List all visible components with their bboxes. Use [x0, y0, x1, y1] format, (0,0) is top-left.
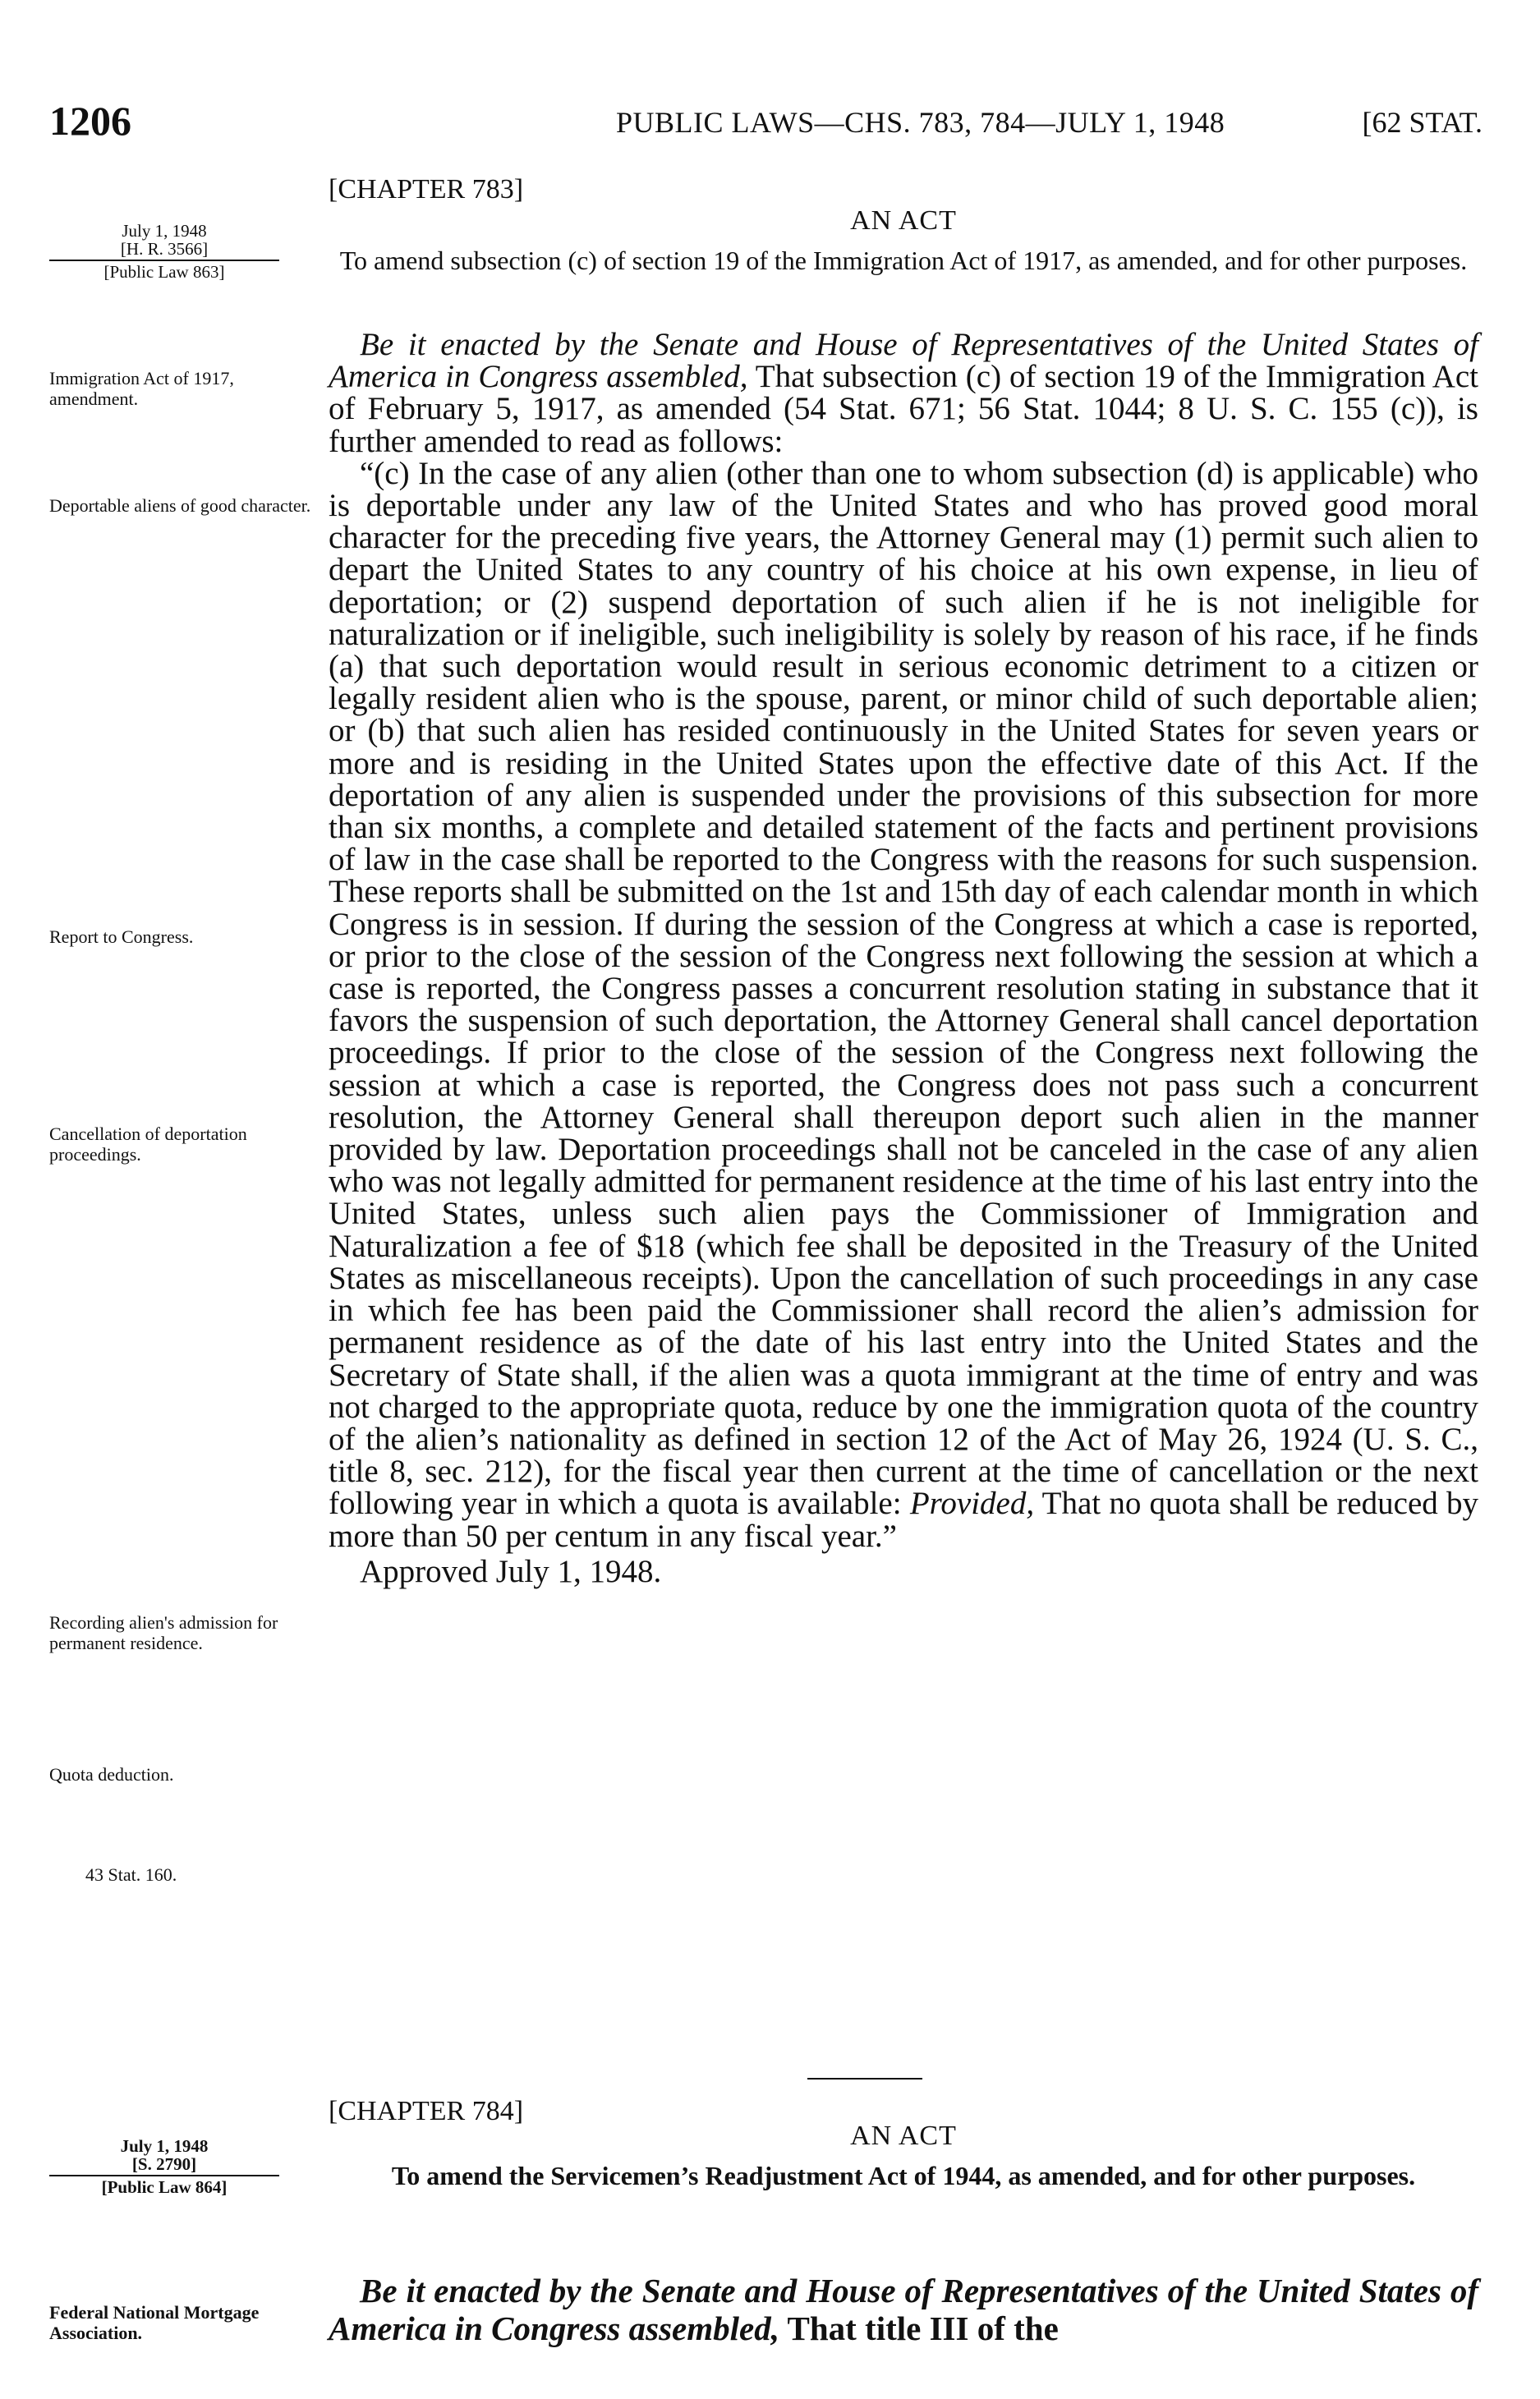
margin-note-deportable-aliens: Deportable aliens of good character.: [49, 495, 311, 516]
quoted-text-proviso: That no quota shall be reduced by more than 50 per centum in any fiscal year.”: [329, 1486, 1479, 1554]
citation-date: July 1, 1948: [120, 2136, 209, 2156]
citation-date: July 1, 1948: [122, 221, 207, 241]
chapter-separator: [807, 2078, 922, 2080]
enacting-paragraph: [329, 2272, 1478, 2347]
citation-law: [Public Law 864]: [101, 2177, 228, 2197]
proviso-word: Provided,: [909, 1486, 1035, 1522]
chapter-783-citation: [49, 222, 279, 281]
margin-note-immigration-act: Immigration Act of 1917, amendment.: [49, 368, 234, 409]
citation-rule: [49, 260, 279, 261]
enacting-paragraph: [329, 329, 1478, 457]
citation-rule: [49, 2175, 279, 2176]
quoted-text-main: “(c) In the case of any alien (other than one to whom subsection (d) is applicable) who is deportable under any law of the United States and who has proved good moral character for the preceding five years, the Attorney General may (1) permit such alien to depart the United States to any country of his choice at his own expense, in lieu of deportation; or (2) suspend deportation of such alien if he is not ineligible for naturalization or if ineligible, such ineligibility is solely by reason of his race, if he finds (a) that such deportation would result in serious economic detriment to a citizen or legally resident alien who is the spouse, parent, or minor child of such deportable alien; or (b) that such alien has resided continuously in the United States for seven years or more and is residing in the United States upon the effective date of this Act. If the deportation of any alien is suspended under the provisions of this subsection for more than six months, a complete and detailed statement of the facts and pertinent provisions of law in the case shall be reported to the Congress with the reasons for such suspension. These reports shall be submitted on the 1st and 15th day of each calendar month in which Congress is in session. If during the session of the Congress at which a case is reported, or prior to the close of the session of the Congress next following the session at which a case is reported, the Congress passes a concurrent resolution stating in substance that it favors the suspension of such deportation, the Attorney General shall cancel deportation proceedings. If prior to the close of the session of the Congress next following the session at which a case is reported, the Congress does not pass such a concurrent resolution, the Attorney General shall thereupon deport such alien in the manner provided by law. Deportation proceedings shall not be canceled in the case of any alien who was not legally admitted for permanent residence at the time of his last entry into the United States, unless such alien pays the Commissioner of Immigration and Naturalization a fee of $18 (which fee shall be deposited in the Treasury of the United States as miscellaneous receipts). Upon the cancellation of such proceedings in any case in which fee has been paid the Commissioner shall record the alien’s admission for permanent residence as of the date of his last entry into the United States and the Secretary of State shall, if the alien was a quota immigrant at the time of entry and was not charged to the appropriate quota, reduce by one the immigration quota of the country of the alien’s nationality as defined in section 12 of the Act of May 26, 1924 (U. S. C., title 8, sec. 212), for the fiscal year then current at the time of cancellation or the next following year in which a quota is available:: [329, 455, 1478, 1522]
chapter-783-heading: [CHAPTER 783]: [329, 174, 524, 205]
margin-note-report-to-congress: Report to Congress.: [49, 926, 194, 947]
citation-law: [Public Law 863]: [103, 262, 225, 282]
intro-text: That title III of the: [787, 2309, 1059, 2347]
enacting-clause: Be it enacted by the Senate and House of Representatives of the United States of America in Congress assembled,: [329, 2272, 1478, 2347]
margin-note-fnma: Federal National Mortgage Association.: [49, 2302, 260, 2343]
enacting-clause: Be it enacted by the Senate and House of Representatives of the United States of America in Congress assembled,: [329, 327, 1478, 395]
page-number: 1206: [49, 98, 131, 144]
statute-volume: [62 STAT.: [1362, 106, 1483, 139]
intro-text: That subsection (c) of section 19 of the Immigration Act of February 5, 1917, as amended (54 Stat. 671; 56 Stat. 1044; 8 U. S. C. 155 (c)), is further amended to read as follows:: [329, 359, 1479, 459]
running-title: PUBLIC LAWS—CHS. 783, 784—JULY 1, 1948: [616, 106, 1225, 139]
approval-line: Approved July 1, 1948.: [360, 1553, 662, 1589]
citation-bill: [S. 2790]: [131, 2154, 197, 2174]
chapter-784-heading: [CHAPTER 784]: [329, 2096, 524, 2126]
chapter-783-purpose: To amend subsection (c) of section 19 of the Immigration Act of 1917, as amended, and for other purposes.: [339, 246, 1468, 275]
chapter-784-purpose: To amend the Servicemen’s Readjustment Act of 1944, as amended, and for other purposes.: [391, 2161, 1416, 2190]
margin-note-cancellation: Cancellation of deportation proceedings.: [49, 1124, 247, 1165]
chapter-784-act-label: AN ACT: [850, 2121, 957, 2151]
chapter-783-body: [329, 329, 1478, 1588]
chapter-784-body: [329, 2272, 1478, 2347]
margin-note-stat-reference: 43 Stat. 160.: [85, 1864, 177, 1885]
margin-note-recording-admission: Recording alien's admission for permanent residence.: [49, 1612, 278, 1653]
chapter-783-act-label: AN ACT: [850, 205, 957, 236]
chapter-784-citation: [49, 2137, 279, 2196]
amended-subsection: [329, 457, 1478, 1552]
margin-note-quota-deduction: Quota deduction.: [49, 1764, 174, 1785]
running-header: [49, 97, 1483, 146]
citation-bill: [H. R. 3566]: [120, 239, 209, 259]
